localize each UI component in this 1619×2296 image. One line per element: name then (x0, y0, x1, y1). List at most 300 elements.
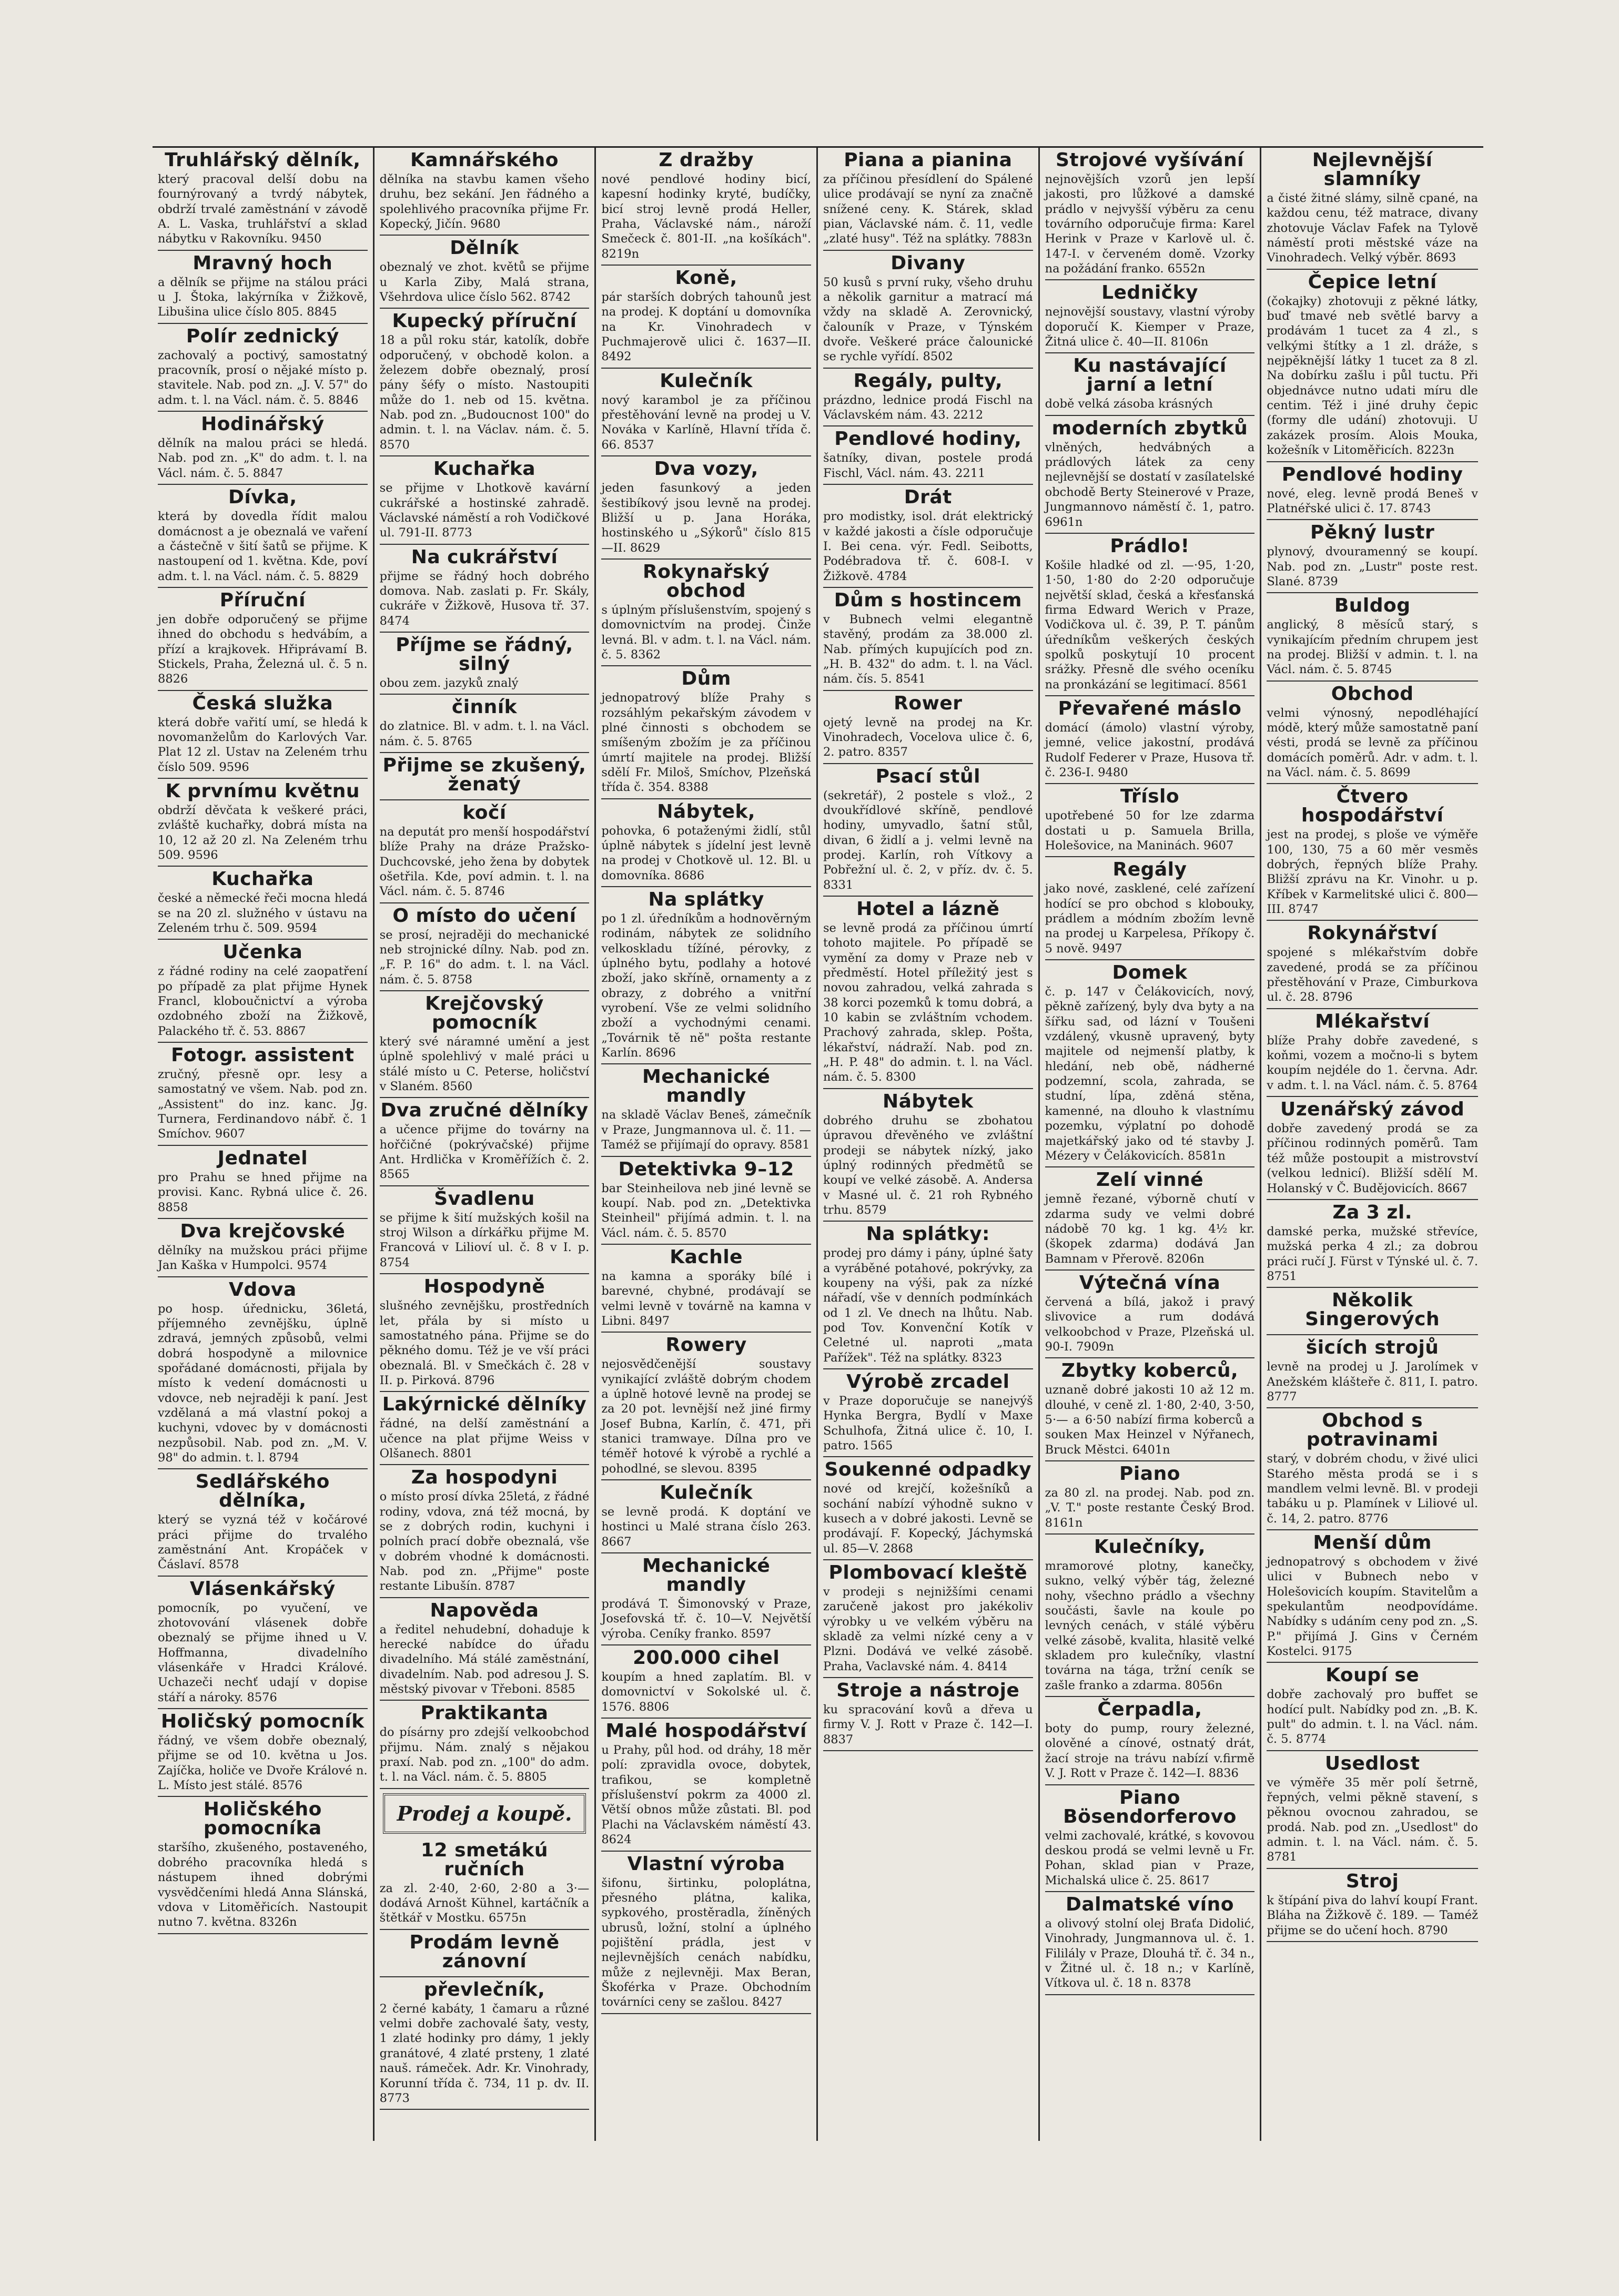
ad-heading: Nábytek (882, 1090, 974, 1112)
ad-heading: Regály (1112, 859, 1187, 881)
ad-body: dělníka na stavbu kamen všeho druhu, bez sekání. Jen řádného a spolehlivého pracovníka přijme Fr. Kopecký, Jičín. 9680 (379, 172, 590, 231)
classified-ad (1267, 1335, 1478, 1408)
ad-body: anglický, 8 měsíců starý, s vynikajícím předním chrupem jest na prodej. Bližší v admin. t. l. na Václ. nám. č. 5. 8745 (1267, 618, 1478, 677)
classified-ad (823, 1222, 1033, 1369)
classified-ad (1267, 1751, 1478, 1869)
ad-body: prodej pro dámy i pány, úplné šaty a vyráběné potahové, pokrývky, za koupeny na výši, pak za nízké nářadí, vše v denních podmínkách od 1 zl. Ve dnech na lhůtu. Nab. pod Tov. Konvenční Kotík v Celetné ul. naproti „mata Pařížek". Též na splátky. 8323 (823, 1246, 1033, 1365)
column-5 (1040, 148, 1262, 2141)
ad-body: řádný, ve všem dobře obeznalý, přijme se od 10. května u Jos. Zajíčka, holiče ve Dvoře Králové n. L. Místo jest stálé. 8576 (158, 1734, 368, 1793)
ad-body: mramorové plotny, kanečky, sukno, velký výběr tág, železné nohy, všechno prádlo a všechny součásti, šavle na koule po levných cenách, v stálé výběru velké zásobě, kvalita, hlasitě velké skladem pro kulečníky, vlastní továrna na tága, tržní ceník se zašle franko a zdarma. 8056n (1045, 1559, 1255, 1692)
ad-heading: Kuchařka (211, 868, 314, 890)
ad-heading: Truhlářský dělník, (165, 149, 361, 171)
ad-heading: Kachle (670, 1246, 743, 1268)
ad-body: velmi zachovalé, krátké, s kovovou deskou prodá se velmi levně u Fr. Pohan, sklad pian v Praze, Michalská ulice č. 25. 8617 (1045, 1828, 1255, 1887)
ad-body: staršího, zkušeného, postaveného, dobrého pracovníka hledá s nástupem ihned dobrými vysvědčeními hledá Anna Slánská, vdova v Litoměřicích. Nastoupit nutno 7. května. 8326n (158, 1841, 368, 1929)
ad-heading: Napověda (430, 1599, 539, 1621)
classified-ad (823, 485, 1033, 588)
ad-heading: Sedlářského dělníka, (195, 1471, 330, 1512)
ad-body: pohovka, 6 potaženými židlí, stůl úplně nábytek s jídelní jest levně na prodej v Chotkově ul. 12. Bl. u domovníka. 8686 (601, 824, 811, 882)
classified-ad (601, 1645, 811, 1719)
ad-heading: Švadlenu (434, 1187, 535, 1210)
ad-heading: Rokynařský obchod (642, 561, 770, 602)
classified-ad (380, 991, 590, 1098)
ad-heading: Prádlo! (1110, 535, 1190, 557)
ad-body: české a německé řeči mocna hledá se na 20 zl. služného v ústavu na Zeleném trhu č. 509. 9594 (158, 891, 368, 936)
ad-body: zručný, přesně opr. lesy a samostatný ve všem. Nab. pod zn. „Assistent" do inz. kanc. Jg. Turnera, Ferdinandovo nábř. č. 1 Smíchov. 9607 (158, 1068, 368, 1141)
ad-heading: Kamnářského (410, 149, 559, 171)
classified-ad (601, 887, 811, 1064)
ad-body: prodává T. Šimonovský v Praze, Josefovská tř. č. 10—V. Největší výroba. Ceníky franko. 8597 (601, 1597, 811, 1641)
ad-heading: Drát (904, 486, 952, 509)
ad-body: pro Prahu se hned přijme na provisi. Kanc. Rybná ulice č. 26. 8858 (158, 1170, 368, 1214)
ad-heading: Ledničky (1101, 282, 1198, 304)
ad-body: nové, eleg. levně prodá Beneš v Platnéřské ulici č. 17. 8743 (1267, 486, 1478, 515)
ad-body: u Prahy, půl hod. od dráhy, 18 měr polí: zpravidla ovoce, dobytek, trafikou, se kompletně příslušenství pokrm za 4000 zl. Větší obnos může zůstati. Bl. pod Plachi na Václavském náměstí 43. 8624 (601, 1743, 811, 1847)
classified-ad (823, 588, 1033, 691)
ad-heading: Mechanické mandly (642, 1066, 771, 1107)
ad-body: za příčinou přesídlení do Spálené ulice prodávají se nyní za značně snížené ceny. K. Stárek, sklad pian, Václavské nám. č. 11, vedle „zlaté husy". Též na splátky. 7883n (823, 172, 1033, 246)
classified-ad (1045, 353, 1255, 415)
ad-body: obeznalý ve zhot. květů se přijme u Karla Ziby, Malá strana, Všehrdova ulice číslo 562. 8742 (379, 260, 590, 304)
section-banner: Prodej a koupě. (383, 1793, 586, 1834)
ad-heading: Česká služka (192, 692, 333, 714)
classified-ad (1267, 1200, 1478, 1288)
classified-ad (601, 799, 811, 887)
ad-body: č. p. 147 v Čelákovicích, nový, pěkně zařízený, byly dva byty a na šířku sad, od lázní v Toušeni vzdálený, vkusně upravený, byty majitele od nejmenší platby, k hledání, neb obě, nádherné podzemní, scola, zahrada, se studní, lípa, zděná stěna, kamenné, na dlouho k vlastnímu pozemku, výplatní po dohodě majetkářský jako od té stavby J. Mézery v Čelákovicích. 8581n (1045, 985, 1255, 1163)
classified-ad (1045, 696, 1255, 784)
ad-body: prázdno, lednice prodá Fischl na Václavském nám. 43. 2212 (823, 393, 1033, 422)
classified-ad (380, 1392, 590, 1465)
ad-body: pro modistky, isol. drát elektrický v každé jakosti a čísle odporučuje I. Bei cena. výr. Fedl. Seibotts, Podébradova tř. č. 608-I. v Žižkově. 4784 (823, 510, 1033, 583)
classified-columns (153, 146, 1483, 2141)
ad-body: zachovalý a poctivý, samostatný pracovník, prosí o nějaké místo p. stavitele. Nab. pod zn. „J. V. 57" do adm. t. l. na Václ. nám. č. 5. 8846 (158, 348, 368, 407)
ad-heading: Soukenné odpadky (824, 1459, 1032, 1481)
ad-heading: Kuchařka (433, 458, 536, 480)
ad-body: (čokajky) zhotovuji z pěkné látky, buď tmavé neb světlé barvy a prodávám 1 tucet za 4 zl., s velkými štítky a 1 zl. dráže, s nejpěknější látky 1 tucet za 8 zl. Na dobírku zašlu i půl tuctu. Při objednávce nutno udati míru dle centim. Též i jiné druhy čepic (formy dle udání) zhotovuji. U zakázek prosím. Alois Mouka, kožešník v Litoměřicích. 8223n (1267, 294, 1478, 458)
ad-body: dobrého druhu se zbohatou úpravou dřevěného ve zvláštní prodeji se nábytek nízký, jako úplný rodinných předmětů se koupí ve velké zásobě. A. Andersa v Masné ul. č. 21 roh Rybného trhu. 8579 (823, 1113, 1033, 1217)
classified-ad (1045, 148, 1255, 280)
classified-ad (1267, 593, 1478, 681)
classified-ad (158, 691, 368, 779)
ad-body: 50 kusů s první ruky, všeho druhu a několik garnitur a matrací má vždy na skladě A. Zerovnický, čalouník v Praze, v Týnském dvoře. Veškeré práce čalounické se rychle vyřídí. 8502 (823, 275, 1033, 364)
ad-heading: 200.000 cihel (633, 1647, 780, 1669)
ad-heading: převlečník, (423, 1978, 545, 2000)
classified-ad (380, 800, 590, 903)
ad-body: šifonu, širtinku, poloplátna, přesného plátna, kalika, sypkového, prostěradla, žíněných ubrusů, ložní, stolní a úplného pojištění prádla, jest v nejlevnějších cenách nabídku, může z nejlevněji. Max Beran, Škoférka v Praze. Obchodním továrníci ceny se zašlou. 8427 (601, 1876, 811, 2009)
ad-heading: Hospodyně (423, 1276, 545, 1298)
ad-body: za zl. 2·40, 2·60, 2·80 a 3·— dodává Arnošt Kühnel, kartáčník a štětkář v Mostku. 6575n (379, 1881, 590, 1925)
classified-ad (1045, 1358, 1255, 1461)
ad-heading: Dům (681, 668, 731, 690)
ad-body: plynový, dvouramenný se koupí. Nab. pod zn. „Lustr" poste rest. Slané. 8739 (1267, 545, 1478, 588)
classified-ad (823, 897, 1033, 1089)
ad-heading: šicích strojů (1306, 1337, 1439, 1359)
column-1 (153, 148, 375, 2141)
ad-body: se levně prodá za příčinou úmrtí tohoto majitele. Po případě se vymění za domy v Praze neb v předměstí. Hotel příležitý jest s novou zahradou, velká zahrada s 38 korci pozemků k tomu dobrá, a 10 kabin se zvláštním vchodem. Prachový zahrada, sklep. Pošta, lékařství, nádraží. Nab. pod zn. „H. P. 48" do admin. t. l. na Václ. nám. č. 5. 8300 (823, 921, 1033, 1084)
classified-ad (601, 1064, 811, 1156)
ad-heading: Tříslo (1120, 786, 1180, 808)
classified-ad (158, 412, 368, 485)
classified-ad (1267, 682, 1478, 785)
classified-ad (601, 456, 811, 560)
classified-ad (823, 1560, 1033, 1678)
classified-ad (823, 1369, 1033, 1457)
classified-ad (823, 764, 1033, 897)
ad-heading: Zelí vinné (1096, 1169, 1204, 1191)
ad-body: době velká zásoba krásných (1045, 397, 1213, 411)
ad-body: jednopatrový s obchodem v živé ulici v Bubnech nebo v Holešovicích koupím. Stavitelům a spekulantům neodpovídáme. Nabídky s udáním ceny pod zn. „S. P." přijímá J. Gins v Černém Kostelci. 9175 (1267, 1555, 1478, 1659)
classified-ad (380, 545, 590, 633)
classified-ad (1045, 1892, 1255, 1995)
ad-body: jen dobře odporučený se přijme ihned do obchodu s hedvábím, a přízí a krajkovek. Hřiprávamí B. Stickels, Praha, Železná ul. č. 5 n. 8826 (158, 612, 368, 686)
ad-body: červená a bílá, jakož i pravý slivovice a rum dodává velkoobchod v Praze, Plzeňská ul. 90-I. 7909n (1045, 1295, 1255, 1354)
ad-body: slušného zevnějšku, prostředních let, přála by si místo u samostatného pána. Přijme se do pěkného domu. Též je ve vší práci obeznalá. Bl. v Smečkách č. 28 v II. p. Pirková. 8796 (379, 1299, 590, 1387)
ad-body: nejnovější soustavy, vlastní výroby doporučí K. Kiemper v Praze, Žitná ulice č. 40—II. 8106n (1045, 305, 1255, 349)
ad-body: koupím a hned zaplatím. Bl. v domovnictví v Sokolské ul. č. 1576. 8806 (601, 1670, 811, 1714)
ad-body: v prodeji s nejnižšími cenami zaručeně jakost pro jakékoliv výrobky u ve velkém výběru na skladě za velmi nízké ceny a v Plzni. Dodává ve velké zásobě. Praha, Vaclavské nám. 4. 8414 (823, 1585, 1033, 1673)
ad-heading: Z dražby (659, 149, 754, 171)
classified-ad (158, 1219, 368, 1277)
ad-body: obou zem. jazyků znalý (379, 676, 519, 690)
classified-ad (1045, 857, 1255, 960)
ad-body: jako nové, zasklené, celé zařízení hodící se pro obchod s klobouky, prádlem a módním zbožím levně na prodej u Karpelesa, Příkopy č. 5 nově. 9497 (1045, 882, 1255, 956)
classified-ad (1267, 148, 1478, 270)
ad-heading: Malé hospodářství (605, 1720, 807, 1742)
ad-body: v Bubnech velmi elegantně stavěný, prodám za 38.000 zl. Nab. přímých kupujících pod zn. „H. B. 432" do adm. t. l. na Václ. nám. čís. 5. 8541 (823, 612, 1033, 686)
ad-heading: Koupí se (1325, 1664, 1420, 1687)
ad-body: dobře zavedený prodá se za příčinou rodinných poměrů. Tam též může postoupit a mistrovství (velkou lednicí). Bližší sdělí M. Holanský v Č. Budějovicích. 8667 (1267, 1122, 1478, 1195)
ad-heading: Příruční (219, 589, 306, 611)
classified-ad (158, 1577, 368, 1709)
ad-heading: Mlékařství (1315, 1010, 1430, 1032)
ad-heading: Obchod s potravinami (1306, 1410, 1439, 1451)
ad-heading: Pendlové hodiny, (834, 428, 1022, 450)
classified-ad (1045, 1271, 1255, 1358)
classified-ad (158, 588, 368, 691)
ad-heading: Příjme se řádný, silný (396, 634, 573, 675)
ad-heading: Dva vozy, (654, 458, 758, 480)
classified-ad (158, 1469, 368, 1576)
column-2 (375, 148, 596, 2141)
ad-heading: Dělník (450, 237, 519, 259)
classified-ad (1267, 921, 1478, 1009)
ad-heading: Ku nastávající jarní a letní (1073, 355, 1227, 396)
ad-heading: Čepice letní (1308, 271, 1437, 293)
ad-heading: Čtvero hospodářství (1301, 786, 1444, 827)
classified-ad (823, 369, 1033, 427)
classified-ad (1267, 1869, 1478, 1942)
classified-ad (823, 251, 1033, 369)
ad-heading: Piano Bösendorferovo (1063, 1786, 1237, 1827)
classified-ad (823, 1678, 1033, 1751)
ad-body: vlněných, hedvábných a prádlových látek za ceny nejlevnější se dostatí v zasílatelské obchodě Berty Steinerové v Praze, Jungmannovo náměstí č. 1, patro. 6961n (1045, 440, 1255, 529)
ad-body: po 1 zl. úředníkům a hodnověrným rodinám, nábytek ze solidního velkoskladu tížíné, pérovky, z úplného bytu, podlahy a hotové zboží, jako skříně, ornamenty a z obrazy, z dobrého a vnitřní vyrobení. Vše ze velmi solidního zboží a vychodnými cenami. „Továrnik tě ně" pošta restante Karlín. 8696 (601, 912, 811, 1060)
ad-body: upotřebené 50 for lze zdarma dostati u p. Samuela Brilla, Holešovice, na Maninách. 9607 (1045, 809, 1255, 852)
classified-ad (380, 1977, 590, 2110)
ad-body: z řádné rodiny na celé zaopatření po případě za plat přijme Hynek Francl, kloboučnictví a výroba ozdobného zboží na Žižkově, Palackého tř. č. 53. 8867 (158, 964, 368, 1038)
classified-ad (158, 867, 368, 940)
ad-body: na kamna a sporáky bílé i barevné, chybné, prodávají se velmi levně v továrně na kamna v Libni. 8497 (601, 1269, 811, 1328)
ad-heading: Kulečník (660, 1482, 753, 1503)
ad-body: který pracoval delší dobu na fournýrovaný a tvrdý nábytek, obdrží trvalé zaměstnání v závodě A. L. Vaska, truhlářství a sklad nábytku v Rakovníku. 9450 (158, 172, 368, 246)
ad-heading: Mravný hoch (193, 252, 333, 274)
classified-ad (601, 1719, 811, 1851)
ad-heading: Kulečník (660, 370, 753, 392)
ad-heading: Kulečníky, (1094, 1536, 1206, 1558)
ad-heading: Za hospodyni (411, 1467, 558, 1489)
ad-heading: Vlásenkářský (189, 1578, 336, 1600)
column-4 (818, 148, 1040, 2141)
ad-heading: Na splátky: (866, 1223, 990, 1245)
classified-ad (601, 560, 811, 666)
ad-body: šatníky, divan, postele prodá Fischl, Václ. nám. 43. 2211 (823, 451, 1033, 480)
ad-heading: Piana a pianina (844, 149, 1013, 171)
classified-ad (380, 633, 590, 695)
ad-body: ku spracování kovů a dřeva u firmy V. J. Rott v Praze č. 142—I. 8837 (823, 1703, 1033, 1746)
classified-ad (601, 1480, 811, 1553)
classified-ad (601, 369, 811, 456)
ad-heading: Detektivka 9–12 (618, 1158, 794, 1180)
classified-ad (1045, 1785, 1255, 1892)
classified-ad (380, 695, 590, 753)
ad-body: domácí (ámolo) vlastní výroby, jemné, velice jakostní, prodává Rudolf Federer v Praze, Husova tř. č. 236-I. 9480 (1045, 720, 1255, 779)
ad-heading: 12 smetákú ručních (420, 1839, 549, 1880)
ad-body: do písárny pro zdejší velkoobchod přijmu. Nám. znalý s nějakou praxí. Nab. pod zn. „100" do adm. t. l. na Václ. nám. č. 5. 8805 (379, 1725, 590, 1784)
ad-heading: Za 3 zl. (1332, 1201, 1412, 1223)
ad-heading: Plombovací kleště (828, 1562, 1028, 1584)
classified-ad (601, 148, 811, 266)
classified-ad (1045, 784, 1255, 857)
ad-heading: Převařené máslo (1058, 697, 1242, 719)
ad-body: boty do pump, roury železné, olověné a cínové, ostnatý drát, žací stroje na trávu nabízí v.firmě V. J. Rott v Praze č. 142—I. 8836 (1045, 1722, 1255, 1781)
classified-ad (1045, 416, 1255, 534)
ad-heading: Holičského pomocníka (203, 1799, 322, 1840)
ad-heading: Piano (1119, 1463, 1180, 1485)
ad-body: velmi výnosný, nepodléhající módě, který může samostatně paní vésti, prodá se levně za příčinou domácích poměrů. Adr. v adm. t. l. na Václ. nám. č. 5. 8699 (1267, 706, 1478, 779)
ad-heading: Psací stůl (875, 765, 980, 787)
ad-body: 18 a půl roku stár, katolík, dobře odporučený, v obchodě kolon. a železem dobře obeznalý, prosí pány šéfy o místo. Nastoupiti může do 1. neb od 15. května. Nab. pod zn. „Budoucnost 100" do admin. t. l. na Václav. nám. č. 5. 8570 (379, 333, 590, 452)
ad-body: obdrží děvčata k veškeré práci, zvláště kuchařky, dobrá místa na 10, 12 až 20 zl. Na Zeleném trhu 509. 9596 (158, 803, 368, 862)
ad-body: jednopatrový blíže Prahy s rozsáhlým pekařským závodem v plné činnosti s obchodem se smíšeným zbožím je za příčinou úmrtí majitele na prodej. Bližší sdělí Fr. Miloš, Smíchov, Plzeňská třída č. 354. 8388 (601, 691, 811, 795)
classified-ad (1045, 1461, 1255, 1535)
classified-ad (1267, 1663, 1478, 1751)
ad-body: 2 černé kabáty, 1 čamaru a různé velmi dobře zachovalé šaty, vesty, 1 zlaté hodinky pro dámy, 1 jekly granátové, 4 zlaté prsteny, 1 zlaté nauš. rámeček. Adr. Kr. Vinohrady, Korunní třída č. 734, 11 p. dv. II. 8773 (379, 2002, 590, 2105)
ad-body: nové od krejčí, kožešníků a sochání nabízí výhodně sukno v kusech a v dobré jakosti. Levně se prodávají. F. Kopecký, Jáchymská ul. 85—V. 2868 (823, 1482, 1033, 1556)
ad-heading: Stroje a nástroje (836, 1680, 1020, 1702)
ad-heading: Dalmatské víno (1065, 1893, 1235, 1915)
ad-body: Košile hladké od zl. —·95, 1·20, 1·50, 1·80 do 2·20 odporučuje největší sklad, česká a křesťanská firma Edward Werich v Praze, Vodičkova ul. č. 39, P. T. pánům úředníkům veškerých českých spolků poskytují 10 procent srážky. Přesně dle svého oceníku na pronkázání se legitimací. 8561 (1045, 558, 1255, 692)
classified-ad (380, 1465, 590, 1598)
classified-ad (601, 1245, 811, 1333)
classified-ad (380, 903, 590, 991)
ad-body: po hosp. úřednicku, 36letá, příjemného zevnějšku, úplně zdravá, jemných způsobů, velmi dobrá hospodyně a milovnice spořádané domácnosti, přijala by místo k vedení domácnosti u vdovce, neb nejraději k paní. Jest vzdělaná a má vlastní pokoj a kuchyni, vdovec by v domácnosti nezpůsobil. Nab. pod zn. „M. V. 98" do admin. t. l. 8794 (158, 1302, 368, 1465)
ad-body: ve výměře 35 měr polí šetrně, řepných, velmi pěkně stavení, s pěknou ovocnou zahradou, se prodá. Nab. pod zn. „Usedlost" do admin. t. l. na Václ. nám. č. 5. 8781 (1267, 1775, 1478, 1864)
classified-ad (1045, 1167, 1255, 1271)
ad-body: dobře zachovalý pro buffet se hodící pult. Nabídky pod zn. „B. K. pult" do admin. t. l. na Václ. nám. č. 5. 8774 (1267, 1688, 1478, 1746)
classified-ad (601, 1553, 811, 1645)
ad-heading: Dům s hostincem (834, 589, 1022, 611)
ad-body: jemně řezané, výborně chutí v zdarma sudy ve velmi dobré nádobě 70 kg. 1 kg. 4½ kr. (škopek zdarma) dodává Jan Bamnam v Přerově. 8206n (1045, 1192, 1255, 1266)
ad-heading: Rower (894, 692, 963, 714)
ad-body: pomocník, po vyučení, ve zhotovování vlásenek dobře obeznalý se přijme ihned u V. Hoffmanna, divadelního vlásenkáře v Hradci Králové. Uchazeči nechť udají v dopise stáří a nároky. 8576 (158, 1601, 368, 1704)
classified-ad (380, 148, 590, 236)
ad-heading: Výtečná vína (1079, 1272, 1221, 1294)
ad-heading: Výrobě zrcadel (846, 1370, 1010, 1393)
classified-ad (1045, 1697, 1255, 1785)
classified-ad (1267, 784, 1478, 921)
ad-heading: Dva zručné dělníky (380, 1100, 589, 1122)
column-6 (1261, 148, 1483, 2141)
ad-body: v Praze doporučuje se nanejvýš Hynka Bergra, Bydlí v Maxe Schulhofa, Žitná ulice č. 10, I. patro. 1565 (823, 1394, 1033, 1452)
classified-ad (380, 1930, 590, 1977)
classified-ad (1045, 1535, 1255, 1697)
ad-heading: Hodinářský (201, 413, 325, 435)
ad-body: se přijme k šití mužských košil na stroj Wilson a dírkářku přijme M. Francová v Lilioví ul. č. 8 v I. p. 8754 (379, 1211, 590, 1269)
ad-heading: Učenka (222, 941, 303, 963)
ad-body: řádné, na delší zaměstnání a učence na plat přijme Weiss v Olšanech. 8801 (379, 1417, 590, 1460)
ad-heading: O místo do učení (392, 905, 576, 927)
classified-ad (158, 485, 368, 588)
classified-ad (158, 251, 368, 324)
ad-body: se levně prodá. K doptání ve hostinci u Malé strana číslo 263. 8667 (601, 1505, 811, 1549)
ad-body: starý, v dobrém chodu, v živé ulici Starého města prodá se i s mandlem velmi levně. Bl. v prodeji tabáku u p. Plamínek v Liliové ul. č. 14, 2. patro. 8776 (1267, 1452, 1478, 1526)
ad-body: na deputát pro menší hospodářství blíže Prahy na dráze Pražsko-Duchcovské, jeho žena by dobytek ošetřila. Kde, poví admin. t. l. na Václ. nám. č. 5. 8746 (379, 825, 590, 899)
ad-heading: Lakýrnické dělníky (382, 1394, 587, 1416)
classified-ad (601, 1157, 811, 1245)
ad-heading: Jednatel (217, 1147, 308, 1169)
ad-heading: Prodám levně zánovní (409, 1931, 560, 1972)
classified-ad (601, 1333, 811, 1480)
classified-ad (1045, 960, 1255, 1167)
ad-heading: Fotogr. assistent (171, 1044, 355, 1066)
ad-heading: Čerpadla, (1097, 1699, 1202, 1721)
classified-ad (1045, 534, 1255, 696)
ad-heading: činník (451, 696, 518, 718)
ad-body: dělníky na mužskou práci přijme Jan Kaška v Humpolci. 9574 (158, 1243, 368, 1273)
classified-ad (158, 324, 368, 412)
ad-heading: Obchod (1331, 683, 1414, 705)
classified-ad (158, 1709, 368, 1797)
ad-heading: Kupecký příruční (392, 310, 577, 332)
classified-ad (1267, 1288, 1478, 1335)
ad-body: spojené s mlékařstvím dobře zavedené, prodá se za příčinou přestěhování v Praze, Cimburkova ul. č. 28. 8796 (1267, 946, 1478, 1004)
ad-body: nejnovějších vzorů jen lepší jakosti, pro lůžkové a damské prádlo v nejvyšší výběru za cenu továrního odporučuje firma: Karel Herink v Praze v Karlově ul. č. 147-I. v červeném domě. Vzorky na požádání franko. 6552n (1045, 172, 1255, 276)
classified-ad (1267, 1530, 1478, 1663)
classified-ad (601, 266, 811, 369)
column-3 (596, 148, 818, 2141)
ad-heading: Pendlové hodiny (1281, 463, 1463, 485)
classified-ad (601, 1852, 811, 2014)
classified-ad (380, 309, 590, 456)
classified-ad (1267, 270, 1478, 462)
ad-heading: Na cukrářství (411, 546, 558, 568)
classified-ad (1267, 462, 1478, 521)
ad-heading: Pěkný lustr (1310, 522, 1435, 544)
ad-body: damské perka, mužské střevíce, mužská perka 4 zl.; za dobrou práci ručí J. Fürst v Týnské ul. č. 7. 8751 (1267, 1224, 1478, 1283)
ad-heading: Domek (1112, 962, 1188, 984)
classified-ad (601, 666, 811, 799)
classified-ad (380, 456, 590, 544)
classified-ad (1267, 1009, 1478, 1097)
ad-body: dělník na malou práci se hledá. Nab. pod zn. „K" do adm. t. l. na Václ. nám. č. 5. 8847 (158, 436, 368, 480)
classified-ad (380, 1701, 590, 1789)
ad-heading: Polír zednický (186, 325, 339, 347)
ad-heading: Stroj (1345, 1870, 1399, 1892)
classified-ad (823, 426, 1033, 485)
ad-heading: Usedlost (1324, 1752, 1420, 1774)
ad-body: který své náramné umění a jest úplně spolehlivý v malé práci u stálé místo u C. Peterse, holičství v Slaném. 8560 (379, 1035, 590, 1094)
ad-body: ojetý levně na prodej na Kr. Vinohradech, Vocelova ulice č. 6, 2. patro. 8357 (823, 715, 1033, 759)
ad-body: který se vyzná též v kočárové práci přijme do trvalého zaměstnání Ant. Kropáček v Čáslaví. 8578 (158, 1513, 368, 1572)
classified-ad (158, 1277, 368, 1470)
ad-body: jest na prodej, s ploše ve výměře 100, 130, 75 a 60 měr vesměs dobrých, řepných blíže Prahy. Bližší zprávu na Kr. Vinohr. u p. Kříbek v Karmelitské ulici č. 800—III. 8747 (1267, 828, 1478, 917)
ad-body: blíže Prahy dobře zavedené, s koňmi, vozem a močno-li s bytem koupím nejdéle do 1. června. Adr. v adm. t. l. na Václ. nám. č. 5. 8764 (1267, 1033, 1478, 1092)
ad-heading: Praktikanta (420, 1702, 549, 1724)
ad-body: která dobře vařití umí, se hledá k novomanželům do Karlových Var. Plat 12 zl. Ustav na Zeleném trhu číslo 509. 9596 (158, 715, 368, 774)
ad-heading: Nejlevnější slamníky (1312, 149, 1433, 190)
ad-body: s úplným příslušenstvím, spojený s domovnictvím na prodej. Činže levná. Bl. v adm. t. l. na Václ. nám. č. 5. 8362 (601, 603, 811, 662)
ad-body: uznaně dobré jakosti 10 až 12 m. dlouhé, v ceně zl. 1·80, 2·40, 3·50, 5·— a 6·50 nabízí firma koberců a souken Max Heinzel v Nýřanech, Bruck Městci. 6401n (1045, 1383, 1255, 1457)
ad-heading: Přijme se zkušený, ženatý (382, 754, 586, 795)
classified-ad (380, 1838, 590, 1930)
ad-heading: Krejčovský pomocník (425, 993, 544, 1034)
classified-ad (380, 753, 590, 800)
ad-body: bar Steinheilova neb jiné levně se koupí. Nab. pod zn. „Detektivka Steinheil" přijímá admin. t. l. na Václ. nám. č. 5. 8570 (601, 1181, 811, 1240)
ad-heading: moderních zbytků (1051, 417, 1248, 439)
classified-ad (380, 1274, 590, 1392)
classified-ad (1267, 1097, 1478, 1200)
ad-body: jeden fasunkový a jeden šestibíkový jsou levně na prodej. Bližší u p. Jana Horáka, hostinského u „Sýkorů" číslo 815—II. 8629 (601, 481, 811, 555)
ad-body: pár starších dobrých tahounů jest na prodej. K doptání u domovníka na Kr. Vinohradech v Puchmajerově ulici č. 1637—II. 8492 (601, 290, 811, 364)
ad-heading: Regály, pulty, (853, 370, 1003, 392)
classified-ad (823, 148, 1033, 251)
classified-ad (1267, 1408, 1478, 1530)
ad-heading: Divany (891, 252, 966, 274)
ad-heading: Mechanické mandly (642, 1555, 771, 1596)
ad-heading: Koně, (675, 267, 737, 289)
ad-heading: Rowery (665, 1334, 747, 1356)
classified-ad (380, 1098, 590, 1186)
classified-ad (1045, 280, 1255, 353)
ad-heading: Několik Singerových (1305, 1289, 1440, 1330)
classified-ad (380, 1598, 590, 1701)
ad-heading: Na splátky (648, 889, 764, 911)
ad-heading: Dívka, (228, 486, 297, 509)
ad-heading: Menší dům (1313, 1531, 1432, 1553)
ad-body: která by dovedla řídit malou domácnost a je obeznalá ve vaření a částečně v šití šatů se přijme. K nastoupení od 1. května. Kde, poví adm. t. l. na Václ. nám. č. 5. 8829 (158, 510, 368, 583)
ad-body: nejosvědčenější soustavy vynikající zvláště dobrým chodem a úplně hotové levně na prodej se za 20 pot. levnější než jiné firmy Josef Bubna, Karlín, č. 471, při stanici tramwaye. Dílna pro ve téměř hotové k výrobě a rychlé a pohodlné, se slevou. 8395 (601, 1357, 811, 1476)
classified-ad (380, 236, 590, 309)
ad-body: na skladě Václav Beneš, zámečník v Praze, Jungmannova ul. č. 11. — Taméž se přijímají do opravy. 8581 (601, 1108, 811, 1152)
ad-heading: Nábytek, (657, 800, 756, 822)
ad-heading: K prvnímu květnu (165, 780, 360, 802)
ad-heading: kočí (462, 801, 507, 824)
ad-body: se prosí, nejraději do mechanické neb strojnické dílny. Nab. pod zn. „F. P. 16" do adm. t. l. na Václ. nám. č. 5. 8758 (379, 928, 590, 987)
ad-body: a ředitel nehudební, dohaduje k herecké nabídce do úřadu divadelního. Má stálé zaměstnání, divadelním. Nab. pod adresou J. S. městský pivovar v Třeboni. 8585 (379, 1622, 590, 1696)
ad-body: (sekretář), 2 postele s vlož., 2 dvoukřídlové skříně, pendlové hodiny, umyvadlo, šatní stůl, divan, 6 židlí a j. velmi levně na prodej. Karlín, roh Vítkovy a Pobřežní ul. č. 2, v příz. dv. č. 5. 8331 (823, 788, 1033, 892)
ad-heading: Hotel a lázně (856, 898, 1000, 920)
ad-heading: Zbytky koberců, (1061, 1360, 1239, 1382)
ad-heading: Dva krejčovské (180, 1220, 346, 1242)
classified-ad (823, 691, 1033, 764)
ad-body: a čisté žitné slámy, silně cpané, na každou cenu, též matrace, divany zhotovuje Václav Fafek na Tylově náměstí proti městské váze na Vinohradech. Velký výběr. 8693 (1267, 191, 1478, 265)
classified-ad (1267, 520, 1478, 593)
ad-heading: Vdova (229, 1278, 297, 1301)
ad-body: nové pendlové hodiny bicí, kapesní hodinky kryté, budíčky, bicí stroj levně prodá Heller, Praha, Václavské nám., nároží Smečeck č. 801-II. „na košíkách". 8219n (601, 172, 811, 261)
ad-body: do zlatnice. Bl. v adm. t. l. na Václ. nám. č. 5. 8765 (379, 719, 590, 748)
ad-heading: Buldog (1334, 595, 1411, 617)
ad-heading: Rokynářství (1307, 922, 1438, 944)
